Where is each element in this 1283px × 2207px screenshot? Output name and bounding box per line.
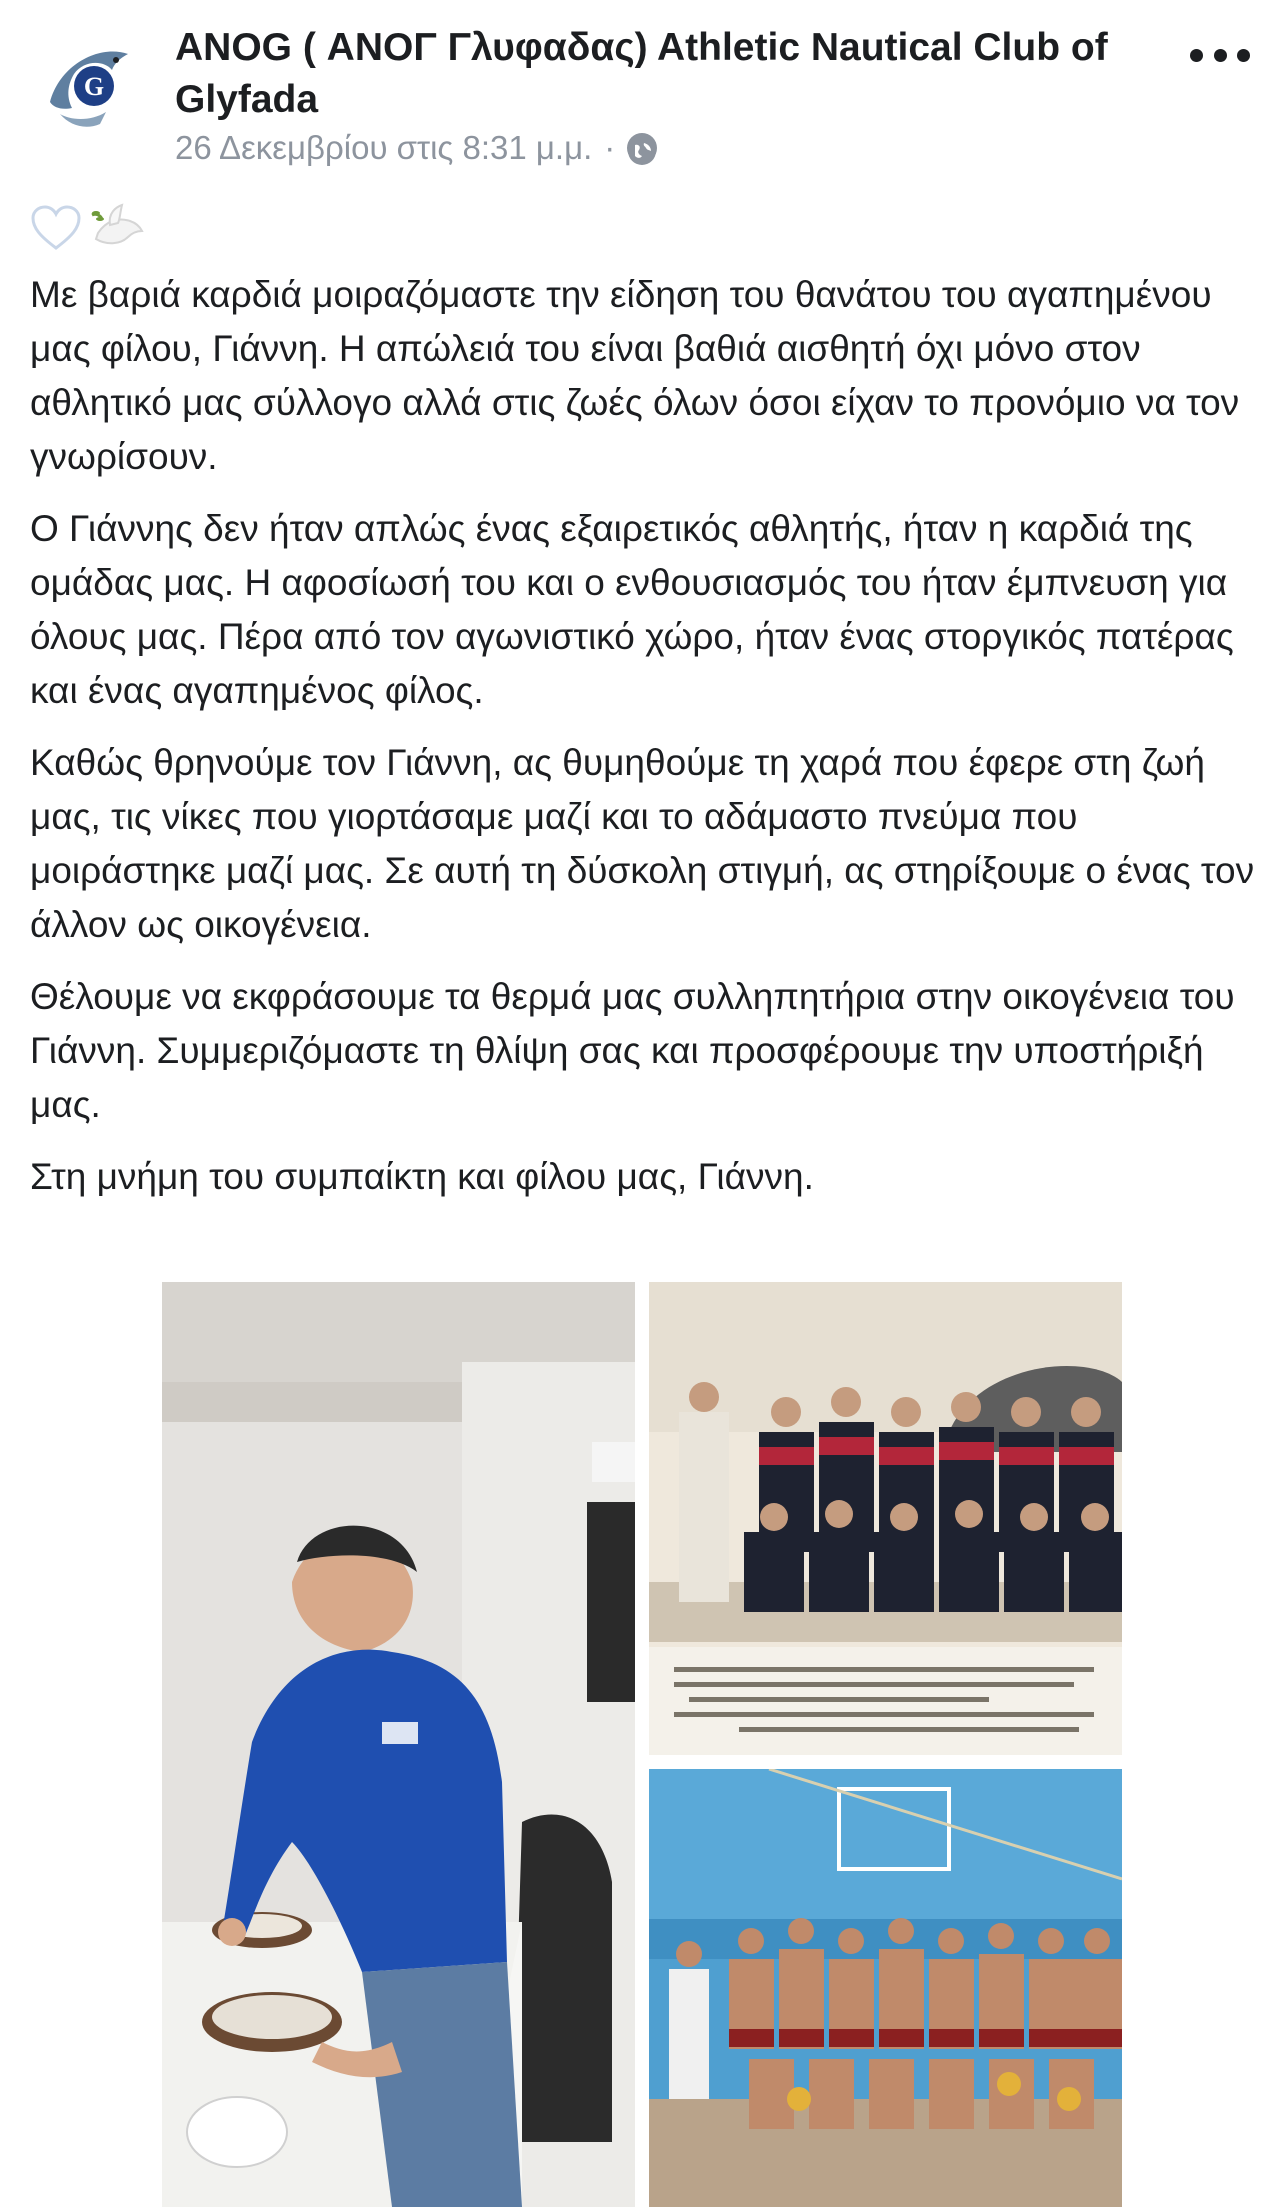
post-paragraph: Με βαριά καρδιά μοιραζόμαστε την είδηση του θανάτου του αγαπημένου μας φίλου, Γιάννη. Η απώλειά του είναι βαθιά αισθητή όχι μόνο στον αθλητικό μας σύλλογο αλλά στις ζωές όλων όσοι είχαν το προνόμιο να τον γνωρίσουν. [30, 274, 1240, 477]
club-logo-avatar[interactable] [30, 24, 148, 142]
post-paragraph: Ο Γιάννης δεν ήταν απλώς ένας εξαιρετικός αθλητής, ήταν η καρδιά της ομάδας μας. Η αφοσίωσή του και ο ενθουσιασμός του ήταν έμπνευση για όλους μας. Πέρα από τον αγωνιστικό χώρο, ήταν ένας στοργικός πατέρας και ένας αγαπημένος φίλος. [30, 508, 1234, 711]
water-polo-team-photo[interactable] [649, 1769, 1122, 2207]
svg-text:G: G [83, 72, 105, 101]
man-cutting-cake-photo[interactable] [162, 1282, 635, 2207]
white-heart-icon [30, 204, 82, 252]
post-text [30, 268, 1260, 1222]
dolphin-logo-icon [30, 24, 148, 142]
more-dot [1237, 49, 1250, 62]
emoji-row [30, 200, 146, 256]
globe-icon [627, 133, 657, 163]
post-author-name[interactable]: ANOG ( ΑΝΟΓ Γλυφαδας) Athletic Nautical Club of Glyfada [175, 26, 1108, 121]
more-dot [1214, 49, 1227, 62]
meta-separator: · [604, 129, 616, 166]
photo-grid [162, 1282, 1122, 2207]
post-timestamp[interactable]: 26 Δεκεμβρίου στις 8:31 μ.μ. [175, 129, 593, 166]
post-paragraph: Στη μνήμη του συμπαίκτη και φίλου μας, Γιάννη. [30, 1156, 814, 1197]
more-options-button[interactable] [1190, 40, 1250, 70]
post-paragraph: Θέλουμε να εκφράσουμε τα θερμά μας συλληπητήρια στην οικογένεια του Γιάννη. Συμμεριζόμαστε τη θλίψη σας και προσφέρουμε την υποστήριξή μας. [30, 976, 1235, 1125]
post-paragraph: Καθώς θρηνούμε τον Γιάννη, ας θυμηθούμε τη χαρά που έφερε στη ζωή μας, τις νίκες που γιορτάσαμε μαζί και το αδάμαστο πνεύμα που μοιράστηκε μαζί μας. Σε αυτή τη δύσκολη στιγμή, ας στηρίξουμε ο ένας τον άλλον ως οικογένεια. [30, 742, 1255, 945]
post-meta [175, 126, 657, 170]
dove-icon [88, 203, 146, 253]
team-portrait-photo[interactable] [649, 1282, 1122, 1755]
more-dot [1190, 49, 1203, 62]
